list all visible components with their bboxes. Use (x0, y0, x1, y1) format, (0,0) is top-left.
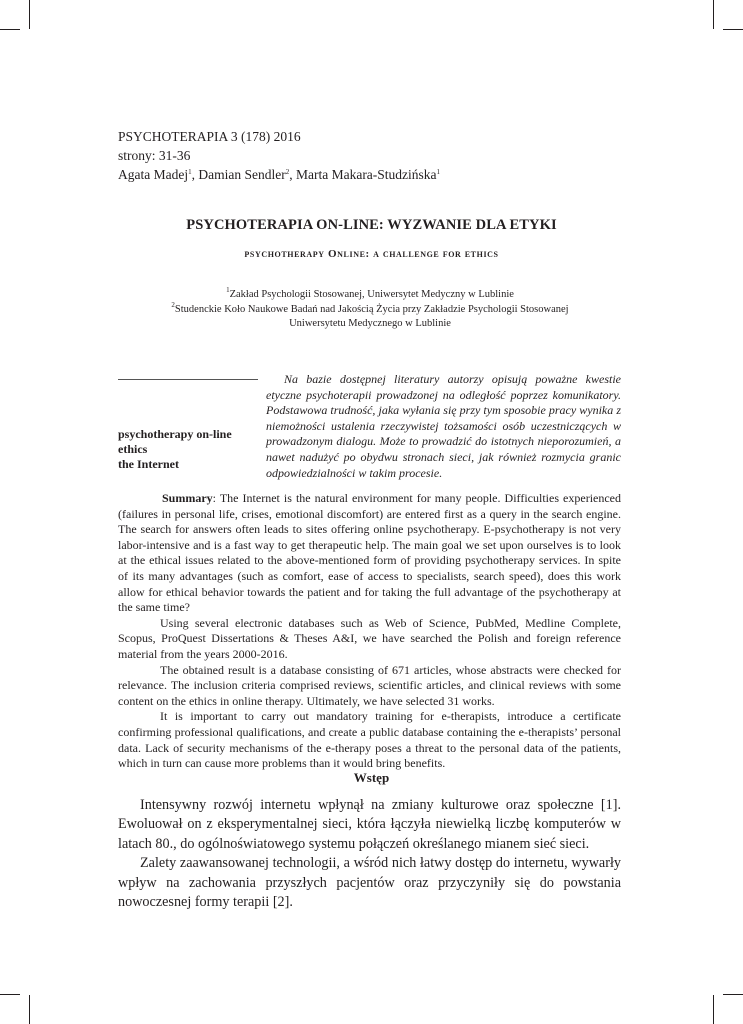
summary-english (118, 491, 621, 772)
crop-mark-bottom-left-h (0, 994, 20, 995)
affiliation-1: $^1$Zakład Psychologii Stosowanej, Uniwersytet Medyczny w Lublinie (226, 286, 514, 300)
affiliation-2: $^2$Studenckie Koło Naukowe Badań nad Jakością Życia przy Zakładzie Psychologii Stosowanej Uniwersytetu Medycznego w Lublinie (171, 300, 569, 329)
body-paragraph: Intensywny rozwój internetu wpłynął na zmiany kulturowe oraz społeczne [1]. Ewoluował on z eksperymentalnej sieci, która łączyła niewielką liczbę komputerów w latach 80., do ogólnoświatowego systemu połączeń określanego mianem sieć sieci. (118, 797, 621, 852)
crop-mark-bottom-right-v (713, 995, 714, 1024)
crop-mark-bottom-right-h (723, 994, 743, 995)
keywords-divider (118, 379, 258, 380)
keyword: ethics (118, 442, 148, 456)
author-name: Agata Madej (118, 167, 189, 182)
keywords (118, 427, 232, 472)
author-separator: , (191, 167, 199, 182)
summary-paragraph: The obtained result is a database consisting of 671 articles, whose abstracts were checked for relevance. The inclusion criteria comprised reviews, scientific articles, and clinical reviews with some content on the ethics in online therapy. Ultimately, we have selected 31 works. (118, 662, 621, 708)
crop-mark-top-right-v (713, 0, 714, 29)
journal-header (118, 127, 440, 184)
author-affiliation-mark: 1 (436, 168, 441, 176)
keyword: the Internet (118, 457, 179, 471)
body-text (118, 796, 621, 912)
article-title: PSYCHOTERAPIA ON-LINE: WYZWANIE DLA ETYKI (186, 217, 557, 233)
affiliation-mark: 2 (171, 300, 175, 309)
author-name: Marta Makara-Studzińska (295, 167, 437, 182)
body-paragraph: Zalety zaawansowanej technologii, a wśród nich łatwy dostęp do internetu, wywarły wpływ na zachowania przyszłych pacjentów oraz przyczyniły się do powstania nowoczesnej formy terapii [2]. (118, 855, 621, 911)
summary-paragraph: Summary: The Internet is the natural environment for many people. Difficulties experienced (failures in personal life, crises, emotional discomfort) are entered first as a query in the search engine. The search for answers often leads to sites offering online psychotherapy. E-psychotherapy is not very labor-intensive and is a fast way to get therapeutic help. The main goal we set upon ourselves is to look at the ethical issues related to the above-mentioned form of providing psychotherapy services. In spite of its many advantages (such as comfort, ease of access to specialists, search speed), does this work allow for ethical behavior towards the patient and for taking the full advantage of the psychotherapy at the same time? (118, 491, 621, 615)
author-name: Damian Sendler (198, 167, 286, 182)
crop-mark-top-right-h (723, 29, 743, 30)
crop-mark-bottom-left-v (29, 995, 30, 1024)
crop-mark-top-left-v (29, 0, 30, 29)
summary-label: Summary (162, 491, 213, 505)
crop-mark-top-left-h (0, 29, 20, 30)
journal-info: PSYCHOTERAPIA 3 (178) 2016 (118, 129, 301, 144)
affiliation-mark: 1 (226, 286, 230, 294)
keyword: psychotherapy on-line (118, 427, 232, 441)
summary-paragraph: Using several electronic databases such as Web of Science, PubMed, Medline Complete, Scopus, ProQuest Dissertations & Theses A&I, we have searched the Polish and foreign reference material from the years 2000-2016. (118, 615, 621, 661)
page-range: strony: 31-36 (118, 148, 191, 163)
article-subtitle: psychotherapy Online: a challenge for ethics (244, 248, 499, 260)
abstract-polish: Na bazie dostępnej literatury autorzy opisują poważne kwestie etyczne psychoterapii prowadzonej na odległość poprzez komunikatory. Podstawowa trudność, jaka wyłania się przy tym sposobie pracy wynika z niemożności ustalenia rzeczywistej tożsamości osób uczestniczących w prowadzonym dialogu. Może to prowadzić do istotnych nieporozumień, a nawet nadużyć po obydwu stronach sieci, jak również rozmycia granic odpowiedzialności w takim procesie. (266, 372, 621, 480)
author-list (118, 165, 440, 184)
author-affiliation-mark: 1 (188, 168, 192, 176)
author-affiliation-mark: 2 (285, 168, 290, 176)
summary-paragraph: It is important to carry out mandatory training for e-therapists, introduce a certificate confirming professional qualifications, and create a public database containing the e-therapists’ personal data. Lack of security mechanisms of the e-therapy poses a threat to the personal data of the patients, which in turn can cause more problems than it would bring benefits. (118, 709, 621, 771)
author-separator: , (289, 167, 296, 182)
section-heading: Wstęp (353, 770, 390, 785)
affiliations (150, 288, 590, 332)
